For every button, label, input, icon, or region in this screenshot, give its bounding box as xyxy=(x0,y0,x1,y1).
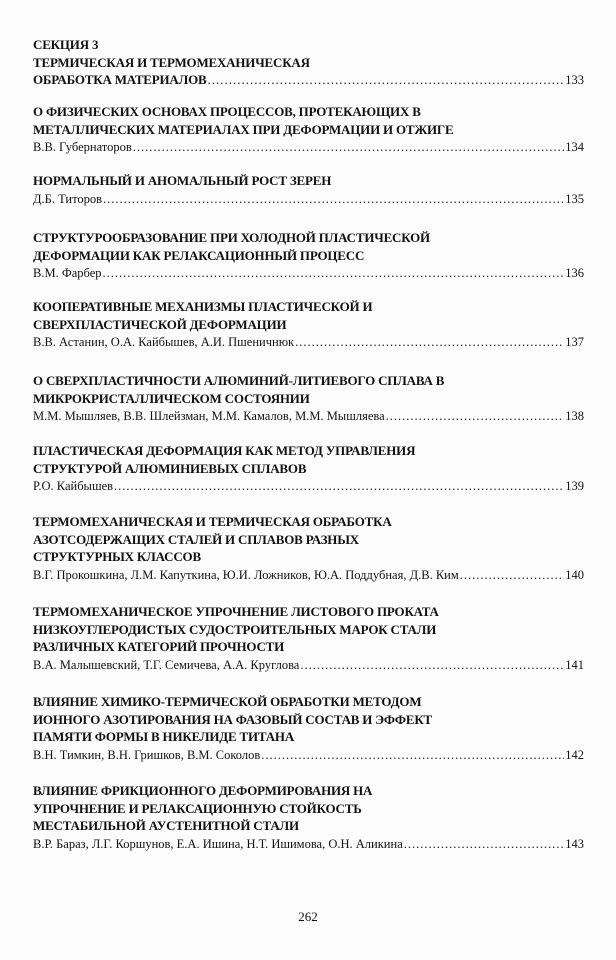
dot-leader xyxy=(460,566,564,584)
toc-entry[interactable] xyxy=(33,782,584,853)
toc-entry[interactable] xyxy=(33,172,584,208)
entry-title-line: О СВЕРХПЛАСТИЧНОСТИ АЛЮМИНИЙ-ЛИТИЕВОГО СПЛАВА В xyxy=(33,373,445,388)
section-heading xyxy=(33,36,584,89)
page-ref: 141 xyxy=(565,657,584,672)
entry-title-line: МЕТАЛЛИЧЕСКИХ МАТЕРИАЛАХ ПРИ ДЕФОРМАЦИИ И ОТЖИГЕ xyxy=(33,121,454,137)
page-ref: 138 xyxy=(565,409,584,423)
entry-author-row[interactable] xyxy=(33,477,584,495)
entry-authors: В.Г. Прокошкина, Л.М. Капуткина, Ю.И. Ложников, Ю.А. Поддубная, Д.В. Ким xyxy=(33,567,459,582)
entry-title-line: МЕСТАБИЛЬНОЙ АУСТЕНИТНОЙ СТАЛИ xyxy=(33,818,299,833)
entry-authors: В.М. Фарбер xyxy=(33,266,102,280)
page-ref: 134 xyxy=(565,140,584,154)
dot-leader xyxy=(386,407,565,425)
entry-title-line: О ФИЗИЧЕСКИХ ОСНОВАХ ПРОЦЕССОВ, ПРОТЕКАЮЩИХ В xyxy=(33,104,421,119)
entry-authors: В.Н. Тимкин, В.Н. Гришков, В.М. Соколов xyxy=(33,747,261,762)
entry-title-line: ИОННОГО АЗОТИРОВАНИЯ НА ФАЗОВЫЙ СОСТАВ И ЭФФЕКТ xyxy=(33,711,433,727)
entry-title-line: СТРУКТУРОЙ АЛЮМИНИЕВЫХ СПЛАВОВ xyxy=(33,460,307,476)
entry-title-line: ВЛИЯНИЕ ФРИКЦИОННОГО ДЕФОРМИРОВАНИЯ НА xyxy=(33,783,373,798)
entry-authors: М.М. Мышляев, В.В. Шлейзман, М.М. Камалов, М.М. Мышляева xyxy=(33,409,385,423)
entry-authors: В.Р. Бараз, Л.Г. Коршунов, Е.А. Ишина, Н.Т. Ишимова, О.Н. Аликина xyxy=(33,836,403,851)
section-line: СЕКЦИЯ 3 xyxy=(33,37,99,52)
entry-author-row[interactable] xyxy=(33,190,584,208)
entry-title-line: МИКРОКРИСТАЛЛИЧЕСКОМ СОСТОЯНИИ xyxy=(33,390,310,406)
entry-title-line: ВЛИЯНИЕ ХИМИКО-ТЕРМИЧЕСКОЙ ОБРАБОТКИ МЕТОДОМ xyxy=(33,694,422,709)
entry-title-line: АЗОТСОДЕРЖАЩИХ СТАЛЕЙ И СПЛАВОВ РАЗНЫХ xyxy=(33,531,359,547)
toc-entry[interactable] xyxy=(33,442,584,495)
entry-authors: Д.Б. Титоров xyxy=(33,191,103,206)
toc-entry[interactable] xyxy=(33,372,584,425)
entry-authors: В.В. Астанин, О.А. Кайбышев, А.И. Пшеничнюк xyxy=(33,335,295,349)
page-number: 262 xyxy=(298,909,318,924)
entry-title-line: ПЛАСТИЧЕСКАЯ ДЕФОРМАЦИЯ КАК МЕТОД УПРАВЛЕНИЯ xyxy=(33,443,416,458)
dot-leader xyxy=(208,71,565,89)
section-line: ТЕРМИЧЕСКАЯ И ТЕРМОМЕХАНИЧЕСКАЯ xyxy=(33,54,310,70)
page-ref: 140 xyxy=(565,567,584,582)
toc-entry[interactable] xyxy=(33,603,584,674)
entry-title-line: ДЕФОРМАЦИИ КАК РЕЛАКСАЦИОННЫЙ ПРОЦЕСС xyxy=(33,247,365,263)
entry-title-line: НИЗКОУГЛЕРОДИСТЫХ СУДОСТРОИТЕЛЬНЫХ МАРОК СТАЛИ xyxy=(33,621,437,637)
dot-leader xyxy=(133,138,565,156)
section-title-last: ОБРАБОТКА МАТЕРИАЛОВ xyxy=(33,72,207,87)
entry-title-line: ПАМЯТИ ФОРМЫ В НИКЕЛИДЕ ТИТАНА xyxy=(33,729,295,744)
toc-entry[interactable] xyxy=(33,513,584,584)
entry-title-line: УПРОЧНЕНИЕ И РЕЛАКСАЦИОННУЮ СТОЙКОСТЬ xyxy=(33,800,362,816)
page-ref: 133 xyxy=(565,73,584,87)
entry-title-line: ТЕРМОМЕХАНИЧЕСКАЯ И ТЕРМИЧЕСКАЯ ОБРАБОТКА xyxy=(33,514,392,529)
dot-leader xyxy=(261,746,564,764)
entry-title-line: РАЗЛИЧНЫХ КАТЕГОРИЙ ПРОЧНОСТИ xyxy=(33,639,285,654)
entry-author-row[interactable] xyxy=(33,138,584,156)
page-ref: 136 xyxy=(565,266,584,280)
dot-leader xyxy=(103,190,564,208)
dot-leader xyxy=(300,656,564,674)
entry-author-row[interactable] xyxy=(33,835,584,853)
toc-entry[interactable] xyxy=(33,693,584,764)
page-ref: 143 xyxy=(565,836,584,851)
entry-authors: Р.О. Кайбышев xyxy=(33,479,114,493)
entry-author-row[interactable] xyxy=(33,264,584,282)
toc-entry[interactable] xyxy=(33,229,584,282)
dot-leader xyxy=(103,264,565,282)
entry-author-row[interactable] xyxy=(33,566,584,584)
entry-author-row[interactable] xyxy=(33,656,584,674)
page-ref: 135 xyxy=(565,191,584,206)
section-toc-row[interactable] xyxy=(33,71,584,89)
dot-leader xyxy=(404,835,565,853)
entry-author-row[interactable] xyxy=(33,333,584,351)
entry-title-line: НОРМАЛЬНЫЙ И АНОМАЛЬНЫЙ РОСТ ЗЕРЕН xyxy=(33,173,332,188)
entry-title-line: СТРУКТУРНЫХ КЛАССОВ xyxy=(33,549,201,564)
dot-leader xyxy=(114,477,564,495)
entry-title-line: КООПЕРАТИВНЫЕ МЕХАНИЗМЫ ПЛАСТИЧЕСКОЙ И xyxy=(33,299,373,314)
entry-author-row[interactable] xyxy=(33,746,584,764)
dot-leader xyxy=(295,333,564,351)
entry-authors: В.В. Губернаторов xyxy=(33,140,132,154)
page-ref: 137 xyxy=(565,335,584,349)
page-ref: 142 xyxy=(565,747,584,762)
entry-title-line: СТРУКТУРООБРАЗОВАНИЕ ПРИ ХОЛОДНОЙ ПЛАСТИЧЕСКОЙ xyxy=(33,230,430,245)
entry-title-line: ТЕРМОМЕХАНИЧЕСКОЕ УПРОЧНЕНИЕ ЛИСТОВОГО ПРОКАТА xyxy=(33,604,439,619)
page-ref: 139 xyxy=(565,479,584,493)
toc-entry[interactable] xyxy=(33,103,584,156)
entry-title-line: СВЕРХПЛАСТИЧЕСКОЙ ДЕФОРМАЦИИ xyxy=(33,316,287,332)
entry-authors: В.А. Малышевский, Т.Г. Семичева, А.А. Круглова xyxy=(33,657,300,672)
entry-author-row[interactable] xyxy=(33,407,584,425)
toc-entry[interactable] xyxy=(33,298,584,351)
